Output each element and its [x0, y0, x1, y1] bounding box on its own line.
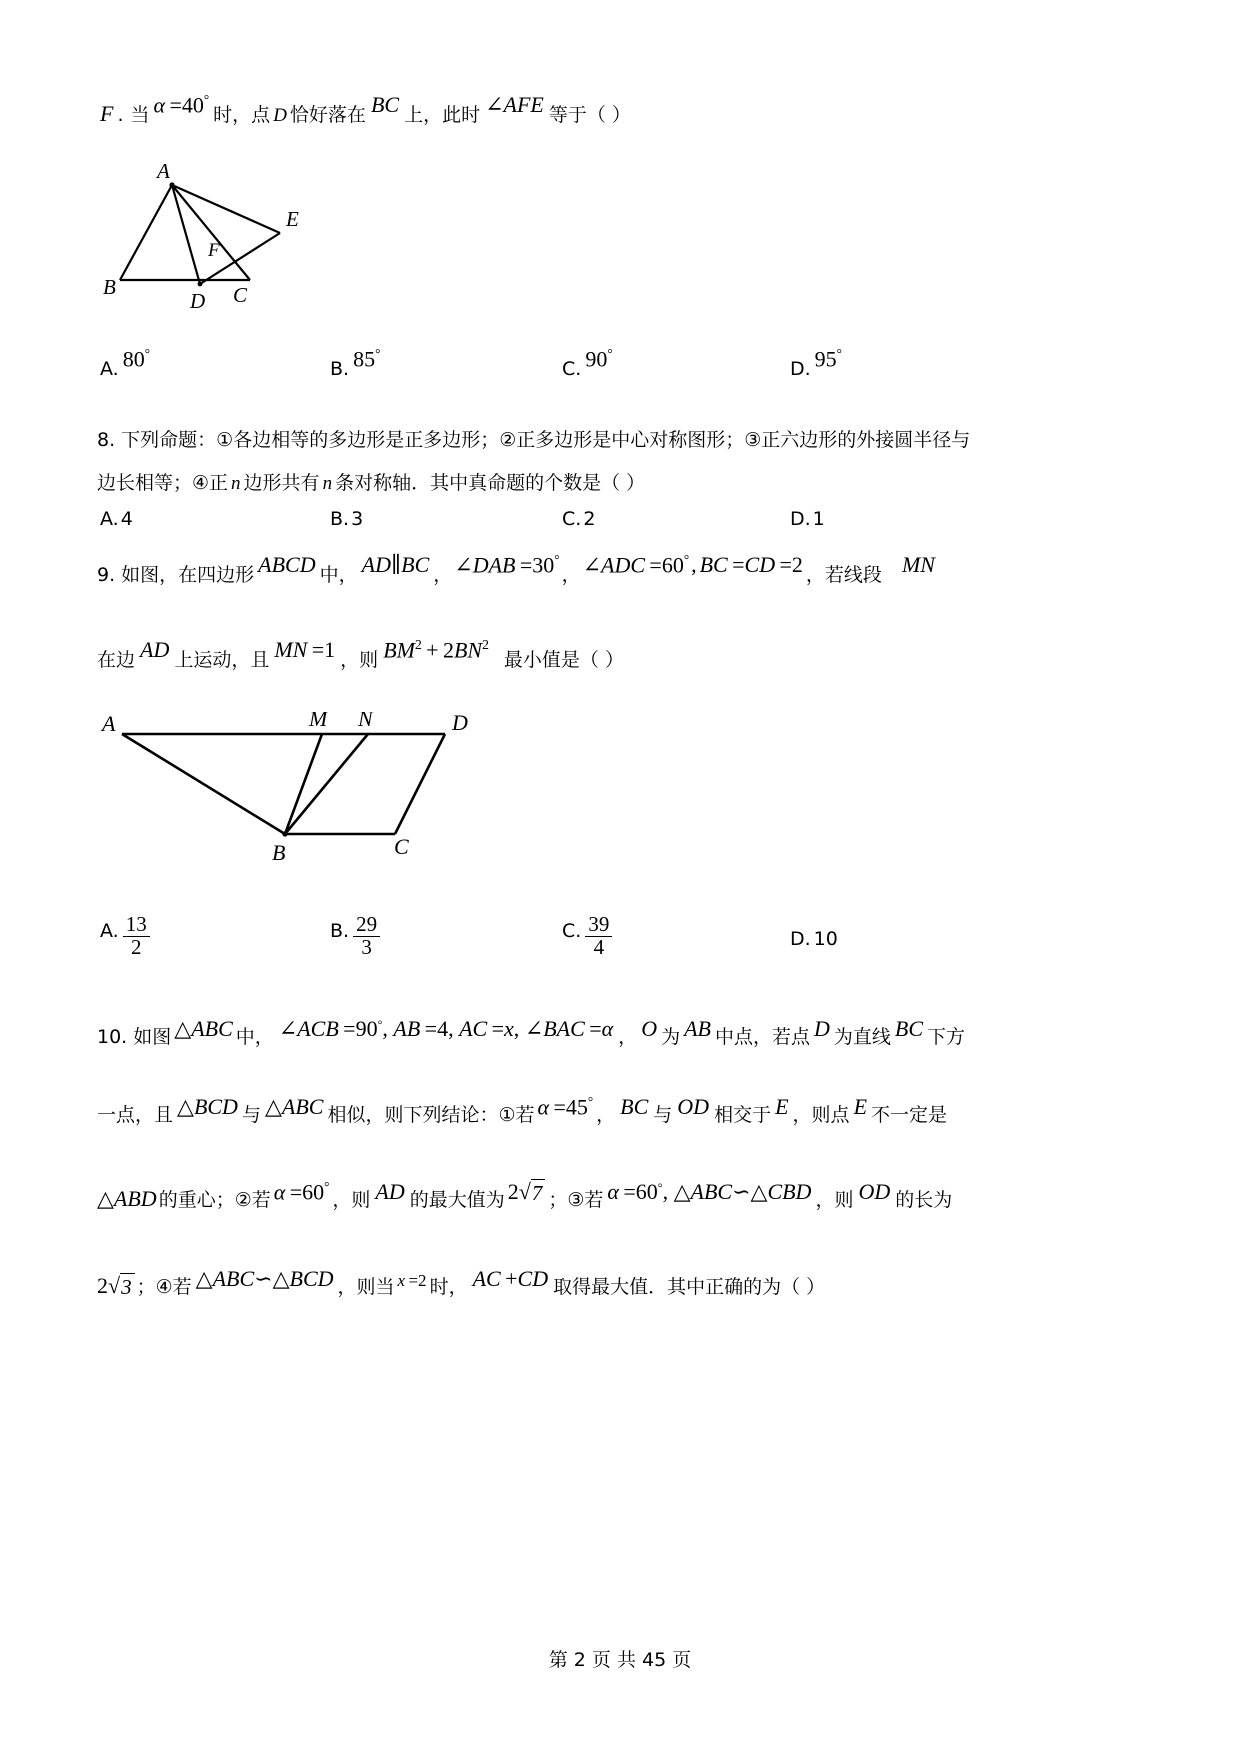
q10-alpha-45: α =45°	[537, 1093, 594, 1119]
q7-option-b[interactable]	[330, 346, 381, 381]
svg-text:N: N	[358, 712, 373, 731]
q10-bc-2: BC	[620, 1094, 649, 1119]
q10-l1-f: 为直线	[833, 1026, 891, 1048]
q7-equals: 等于（ ）	[548, 104, 631, 126]
q9-line1-c: ，若线段	[805, 564, 882, 586]
q8-option-c-value: 2	[583, 508, 596, 530]
q10-l4-b: ，则当	[337, 1276, 395, 1298]
svg-text:A: A	[102, 712, 116, 736]
q10-segment-od-2: OD	[858, 1179, 891, 1204]
q8-option-b[interactable]	[330, 508, 363, 530]
q10-triangle-abc: △ABC	[174, 1016, 233, 1041]
q9-figure	[100, 712, 500, 872]
q10-line2	[97, 1093, 948, 1127]
q10-line1	[97, 1016, 966, 1049]
q10-l3-b: 的重心；②若	[158, 1189, 271, 1211]
q7-option-a-label: A.	[100, 358, 119, 381]
q8-option-d-value: 1	[812, 508, 825, 530]
q10-l3-e: ；③若	[548, 1189, 604, 1211]
q7-sep: .	[117, 104, 124, 126]
q9-line1	[97, 551, 935, 587]
q10-point-d: D	[814, 1016, 830, 1041]
q9-line2-a: 在边	[97, 649, 136, 671]
q9-option-a-label: A.	[100, 920, 119, 942]
q10-l1-b: 中，	[235, 1026, 274, 1048]
q7-segment-bc: BC	[370, 92, 400, 117]
svg-text:B: B	[272, 840, 286, 865]
q8-option-b-label: B.	[330, 508, 350, 530]
q7-alpha-equation: α =40°	[153, 91, 210, 117]
q10-l1-g: 下方	[927, 1026, 966, 1048]
q7-option-b-value: 85°	[353, 346, 381, 372]
svg-text:D: D	[190, 289, 206, 310]
q10-l2-a: 一点，且	[97, 1104, 174, 1126]
svg-text:C: C	[233, 283, 248, 307]
q9-line2-c: ，则	[340, 649, 379, 671]
q9-line1-a: 9. 如图，在四边形	[97, 564, 255, 586]
q10-line4	[97, 1266, 826, 1300]
q10-l4-c: 时，	[429, 1276, 468, 1298]
q10-l3-f: ，则	[815, 1189, 854, 1211]
q7-falls: 恰好落在	[289, 104, 366, 126]
svg-text:M: M	[309, 712, 328, 731]
q8-var-n-2: n	[322, 473, 333, 494]
q8-line1-text: 8. 下列命题：①各边相等的多边形是正多边形；②正多边形是中心对称图形；③正六边形的外接圆半径与	[97, 429, 971, 451]
q7-figure	[100, 160, 400, 310]
q7-option-a[interactable]	[100, 346, 150, 381]
q10-two-sqrt-seven: 2 √ 7	[508, 1179, 546, 1206]
footer-text: 第 2 页 共 45 页	[548, 1649, 692, 1671]
q9-bc-cd-value: BC =CD =2	[699, 552, 803, 577]
q8-option-a[interactable]	[100, 508, 133, 530]
q10-l1-c: ，	[618, 1026, 638, 1048]
q10-l3-g: 的长为	[895, 1189, 953, 1211]
q8-option-a-value: 4	[120, 508, 133, 530]
q9-line1-b: 中，	[319, 564, 358, 586]
q7-tail-line	[100, 91, 631, 127]
q10-l1-e: 中点，若点	[714, 1026, 810, 1048]
q8-option-c-label: C.	[562, 508, 582, 530]
svg-text:E: E	[286, 207, 299, 231]
q10-l2-e: 与	[653, 1104, 673, 1126]
q9-option-c[interactable]	[562, 912, 613, 965]
q9-mn-equals-one: MN =1	[274, 637, 336, 662]
q10-segment-ab: AB	[684, 1016, 711, 1041]
q8-option-b-value: 3	[351, 508, 364, 530]
q10-triangle-abc-2: △ABC	[264, 1094, 324, 1119]
q10-l2-c: 相似，则下列结论：①若	[327, 1104, 535, 1126]
q10-ac-plus-cd: AC +CD	[472, 1266, 549, 1291]
svg-text:A: A	[157, 160, 170, 183]
q10-given-conditions: ∠ACB =90°, AB =4, AC =x, ∠BAC =α	[278, 1016, 614, 1041]
q8-line2-a: 边长相等；④正	[97, 472, 229, 494]
q10-l1-a: 10. 如图	[97, 1026, 172, 1048]
q8-var-n-1: n	[231, 473, 241, 494]
q9-option-a-fraction: $\frac{13}{2}$	[123, 914, 150, 959]
q9-ad-parallel-bc: AD∥BC	[361, 552, 430, 577]
q9-segment-mn: MN	[901, 552, 935, 577]
q9-angle-adc: ∠ADC =60°	[582, 551, 690, 577]
q9-line2-b: 上运动，且	[174, 649, 270, 671]
q7-option-c[interactable]	[562, 346, 613, 381]
q9-comma-3: ,	[691, 552, 697, 577]
q10-triangle-abd: △ABD	[97, 1186, 157, 1211]
q7-option-c-value: 90°	[585, 346, 613, 372]
q7-option-a-value: 80°	[122, 346, 150, 372]
q7-on: 上，此时	[404, 104, 481, 126]
page-footer	[0, 1645, 1240, 1672]
q8-line2-c: 条对称轴．其中真命题的个数是（ ）	[335, 472, 646, 494]
q10-l2-h: 不一定是	[871, 1104, 948, 1126]
q8-option-a-label: A.	[100, 508, 119, 530]
q9-line2	[97, 636, 624, 672]
q8-line1	[97, 425, 970, 452]
q10-line-bc: BC	[894, 1016, 924, 1041]
q9-option-b[interactable]	[330, 912, 381, 965]
q10-l3-c: ，则	[332, 1189, 371, 1211]
q10-l1-d: 为	[661, 1026, 681, 1048]
q10-two-sqrt-three: 2 √ 3	[97, 1273, 135, 1300]
q10-line3	[97, 1178, 953, 1213]
q9-option-d[interactable]	[790, 928, 838, 950]
q8-line2-b: 边形共有	[243, 472, 320, 494]
q10-l4-a: ；④若	[136, 1276, 192, 1298]
q9-option-c-label: C.	[562, 920, 582, 942]
q7-option-c-label: C.	[562, 358, 582, 381]
q10-condition-4: △ABC∽△BCD	[195, 1266, 334, 1291]
q9-expression-bm-bn: $BM^2 + 2BN^2$	[383, 636, 489, 662]
q8-option-d[interactable]	[790, 508, 825, 530]
q10-x-equals-2: x =2	[397, 1271, 427, 1290]
q9-option-d-value: 10	[813, 928, 838, 950]
q9-comma-2: ，	[561, 564, 581, 586]
q10-segment-ad: AD	[375, 1179, 405, 1204]
q9-option-b-label: B.	[330, 920, 350, 942]
q10-l2-f: 相交于	[714, 1104, 772, 1126]
q7-option-d-value: 95°	[814, 346, 842, 372]
q9-option-a[interactable]	[100, 912, 151, 965]
q7-angle-afe: ∠AFE	[485, 92, 544, 117]
q10-l2-d: ，	[596, 1104, 616, 1126]
q7-when: 当	[130, 104, 150, 126]
q9-line2-d: 最小值是（ ）	[503, 649, 624, 671]
q10-l2-g: ，则点	[792, 1104, 850, 1126]
q7-point-d: D	[273, 105, 287, 126]
q10-point-o: O	[641, 1016, 658, 1041]
q9-option-d-label: D.	[790, 928, 811, 950]
svg-text:B: B	[103, 275, 116, 299]
q10-alpha-60: α =60°	[273, 1178, 330, 1204]
q10-l4-d: 取得最大值．其中正确的为（ ）	[553, 1276, 826, 1298]
q10-condition-3: α =60°, △ABC∽△CBD	[607, 1179, 812, 1204]
q7-option-d-label: D.	[790, 358, 811, 381]
q10-point-e: E	[775, 1094, 789, 1119]
q9-side-ad: AD	[140, 637, 170, 662]
svg-text:F: F	[208, 240, 220, 261]
q10-point-e-2: E	[853, 1094, 868, 1119]
q8-option-c[interactable]	[562, 508, 595, 530]
q9-option-b-fraction: $\frac{29}{3}$	[353, 914, 380, 959]
q8-line2	[97, 468, 645, 495]
q7-option-d[interactable]	[790, 346, 842, 381]
q8-option-d-label: D.	[790, 508, 811, 530]
q7-label-f: F	[100, 101, 114, 126]
q10-segment-od: OD	[677, 1094, 710, 1119]
q9-angle-dab: ∠DAB =30°	[454, 551, 560, 577]
svg-text:C: C	[394, 834, 409, 859]
q10-triangle-bcd: △BCD	[177, 1094, 238, 1119]
q9-option-c-fraction: $\frac{39}{4}$	[585, 914, 612, 959]
q9-comma-1: ，	[433, 564, 453, 586]
q10-l3-d: 的最大值为	[409, 1189, 505, 1211]
svg-text:D: D	[452, 712, 468, 735]
q9-quad-abcd: ABCD	[258, 552, 316, 577]
q10-l2-b: 与	[241, 1104, 261, 1126]
q7-option-b-label: B.	[330, 358, 350, 381]
q7-then: 时，点	[213, 104, 271, 126]
